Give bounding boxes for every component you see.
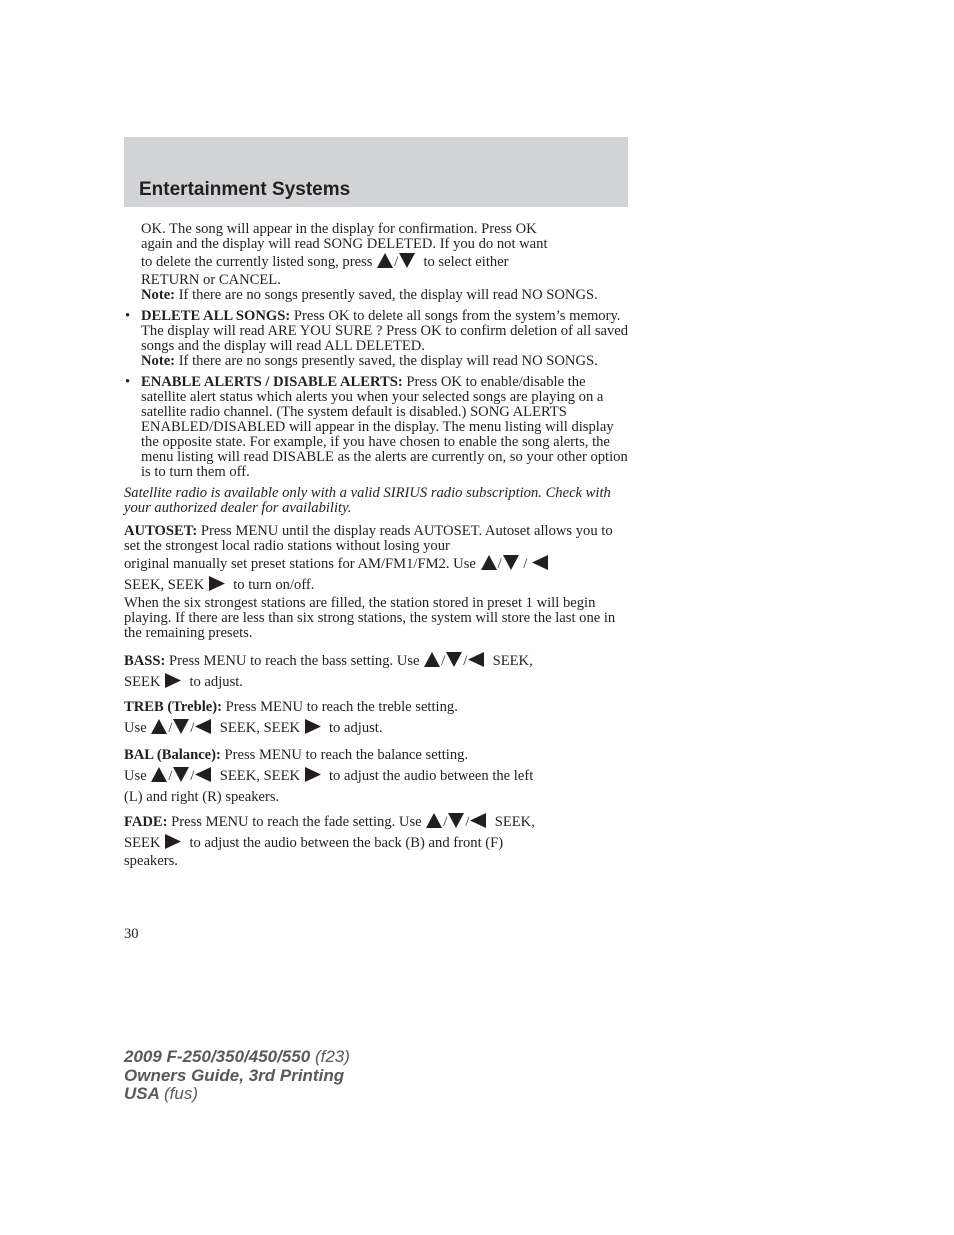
list-item-delete-all-songs: • DELETE ALL SONGS: Press OK to delete all songs from the system’s memory. The display will read ARE YOU SURE ? Press OK to confirm deletion of all saved songs and the display will read ALL DELETED. Note: If there are no songs presently saved, the display will read NO SONGS. <box>125 308 629 369</box>
balance-paragraph: BAL (Balance): Press MENU to reach the balance setting. Use / / SEEK, SEEK to adjust the audio between the left (L) and right (R) speakers. <box>124 747 534 805</box>
left-arrow-icon <box>195 719 211 734</box>
up-arrow-icon <box>424 652 440 667</box>
note: Note: If there are no songs presently saved, the display will read NO SONGS. <box>141 353 598 369</box>
bullet: • <box>125 308 131 324</box>
right-arrow-icon <box>165 673 181 688</box>
treble-paragraph: TREB (Treble): Press MENU to reach the treble setting. Use / / SEEK, SEEK to adjust. <box>124 699 458 736</box>
market-code: (fus) <box>164 1084 198 1103</box>
right-arrow-icon <box>209 576 225 591</box>
left-arrow-icon <box>195 767 211 782</box>
left-arrow-icon <box>532 555 548 570</box>
fade-paragraph: FADE: Press MENU to reach the fade setting. Use / / SEEK, SEEK to adjust the audio between the back (B) and front (F) speakers. <box>124 814 535 869</box>
left-arrow-icon <box>470 813 486 828</box>
page-content <box>124 222 630 869</box>
down-arrow-icon <box>399 253 415 268</box>
market-name: USA <box>124 1084 160 1103</box>
model-name: 2009 F-250/350/450/550 <box>124 1047 311 1066</box>
down-arrow-icon <box>446 652 462 667</box>
down-arrow-icon <box>173 767 189 782</box>
up-arrow-icon <box>151 767 167 782</box>
up-arrow-icon <box>377 253 393 268</box>
up-arrow-icon <box>151 719 167 734</box>
down-arrow-icon <box>448 813 464 828</box>
model-code: (f23) <box>314 1047 350 1066</box>
up-arrow-icon <box>481 555 497 570</box>
right-arrow-icon <box>165 834 181 849</box>
right-arrow-icon <box>305 719 321 734</box>
section-header <box>124 137 628 207</box>
right-arrow-icon <box>305 767 321 782</box>
list-item-enable-alerts: • ENABLE ALERTS / DISABLE ALERTS: Press OK to enable/disable the satellite alert status which alerts you when your selected songs are playing on a satellite radio channel. (The system default is disabled.) SONG ALERTS ENABLED/DISABLED will appear in the display. The menu listing will display the opposite state. For example, if you have chosen to enable the song alerts, the menu listing will read DISABLE as the alerts are currently on, so your other option is to turn them off. <box>125 374 628 480</box>
section-title: Entertainment Systems <box>139 179 351 200</box>
guide-edition: Owners Guide, 3rd Printing <box>124 1065 345 1085</box>
up-arrow-icon <box>426 813 442 828</box>
bullet: • <box>125 374 131 390</box>
left-arrow-icon <box>468 652 484 667</box>
page-number: 30 <box>124 926 139 942</box>
autoset-paragraph: AUTOSET: Press MENU until the display reads AUTOSET. Autoset allows you to set the strongest local radio stations without losing your original manually set preset stations for AM/FM1/FM2. Use / / SEEK, SEEK to turn on/off. When the six strongest stations are filled, the station stored in preset 1 will begin playing. If there are less than six strong stations, the system will store the last one in the remaining presets. <box>124 523 616 641</box>
note: Note: If there are no songs presently saved, the display will read NO SONGS. <box>141 287 598 303</box>
delete-song-paragraph: OK. The song will appear in the display for confirmation. Press OK again and the display will read SONG DELETED. If you do not want to delete the currently listed song, press / to select either RETURN or CANCEL. Note: If there are no songs presently saved, the display will read NO SONGS. <box>124 222 630 303</box>
document-footer <box>124 1048 350 1104</box>
bass-paragraph: BASS: Press MENU to reach the bass setting. Use / / SEEK, SEEK to adjust. <box>124 653 533 690</box>
sirius-availability-note: Satellite radio is available only with a valid SIRIUS radio subscription. Check with your authorized dealer for availability. <box>124 485 611 516</box>
down-arrow-icon <box>173 719 189 734</box>
down-arrow-icon <box>503 555 519 570</box>
